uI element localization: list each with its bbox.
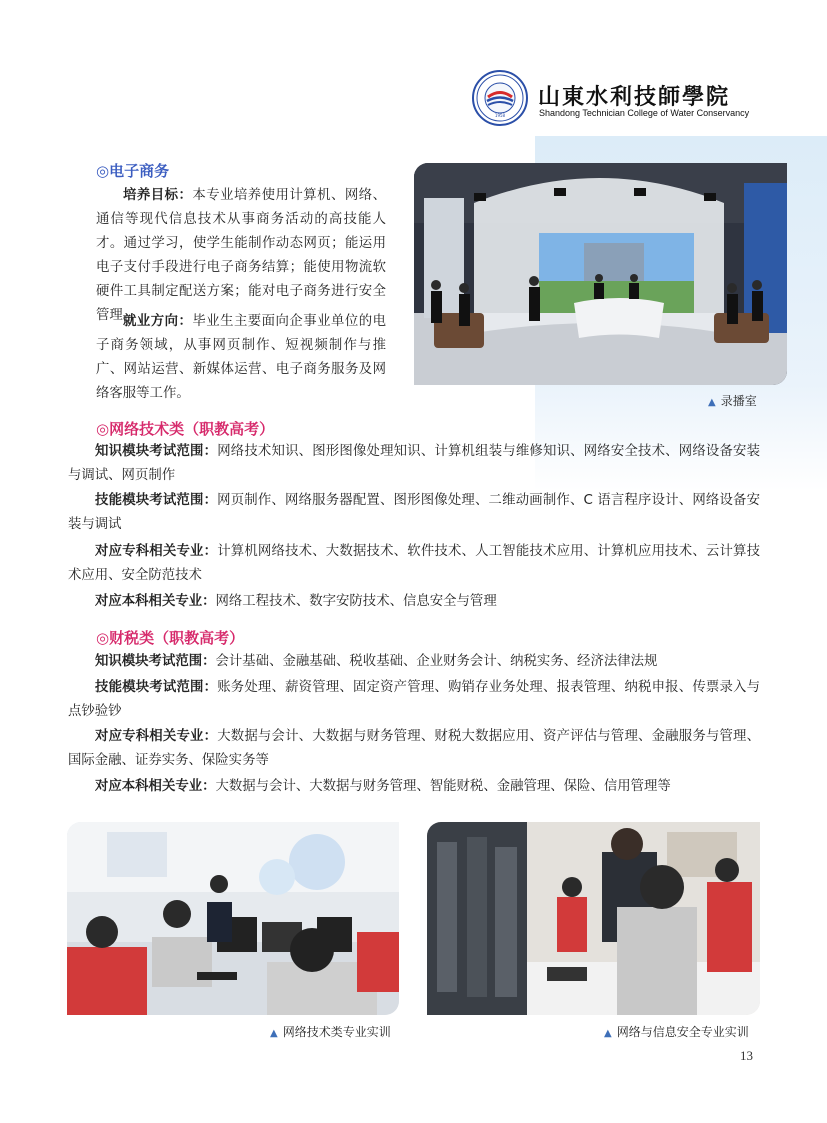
page-number: 13 <box>740 1048 753 1063</box>
finance-college-text: 大数据与会计、大数据与财务管理、财税大数据应用、资产评估与管理、金融服务与管理、国际金融、证券实务、保险实务等 <box>68 729 761 768</box>
network-college-label: 对应专科相关专业： <box>95 544 218 559</box>
finance-college-label: 对应专科相关专业： <box>95 729 218 744</box>
caption-triangle-icon: ▲ <box>604 1028 612 1039</box>
network-skill-paragraph <box>68 489 760 537</box>
network-skill-label: 技能模块考试范围： <box>95 493 218 508</box>
network-knowledge-paragraph <box>68 440 760 488</box>
finance-college-majors-paragraph <box>68 725 760 773</box>
finance-skill-text: 账务处理、薪资管理、固定资产管理、购销存业务处理、报表管理、纳税申报、传票录入与点钞验钞 <box>68 680 761 719</box>
goal-label: 培养目标： <box>123 188 193 203</box>
network-bachelor-text: 网络工程技术、数字安防技术、信息安全与管理 <box>215 594 497 609</box>
recording-studio-photo <box>414 163 787 385</box>
ecommerce-goal-paragraph <box>96 184 386 328</box>
network-bachelor-majors-paragraph <box>68 590 760 614</box>
network-knowledge-text: 网络技术知识、图形图像处理知识、计算机组装与维修知识、网络安全技术、网络设备安装与调试、网页制作 <box>68 444 761 483</box>
network-college-text: 计算机网络技术、大数据技术、软件技术、人工智能技术应用、计算机应用技术、云计算技术应用、安全防范技术 <box>68 544 761 583</box>
goal-text: 本专业培养使用计算机、网络、通信等现代信息技术从事商务活动的高技能人才。通过学习，使学生能制作动态网页；能运用电子支付手段进行电子商务结算；能使用物流软硬件工具制定配送方案；能对电子商务进行安全管理。 <box>96 188 387 323</box>
studio-photo-caption <box>708 392 757 409</box>
employment-text: 毕业生主要面向企事业单位的电子商务领域，从事网页制作、短视频制作与推广、网站运营、新媒体运营、电子商务服务及网络客服等工作。 <box>96 314 387 401</box>
ecommerce-title: ◎电子商务 <box>96 162 170 180</box>
ecommerce-employment-paragraph <box>96 310 386 406</box>
school-name-chinese: 山東水利技師學院 <box>538 84 731 110</box>
finance-skill-label: 技能模块考试范围： <box>95 680 218 695</box>
network-training-photo <box>67 822 399 1015</box>
network-knowledge-label: 知识模块考试范围： <box>95 444 218 459</box>
right-caption-text: 网络与信息安全专业实训 <box>616 1025 749 1039</box>
finance-bachelor-majors-paragraph <box>68 775 760 799</box>
caption-triangle-icon: ▲ <box>708 397 716 408</box>
security-training-photo <box>427 822 760 1015</box>
finance-knowledge-label: 知识模块考试范围： <box>95 654 216 669</box>
school-name-english: Shandong Technician College of Water Conservancy <box>539 108 750 118</box>
studio-caption-text: 录播室 <box>720 394 757 408</box>
left-caption-text: 网络技术类专业实训 <box>282 1025 391 1039</box>
employment-label: 就业方向： <box>123 314 193 329</box>
seal-year: 1958 <box>494 113 506 118</box>
finance-section-title: ◎财税类（职教高考） <box>96 629 245 647</box>
right-photo-caption <box>604 1023 749 1040</box>
left-photo-caption <box>270 1023 391 1040</box>
network-college-majors-paragraph <box>68 540 760 588</box>
finance-bachelor-text: 大数据与会计、大数据与财务管理、智能财税、金融管理、保险、信用管理等 <box>215 779 671 794</box>
finance-bachelor-label: 对应本科相关专业： <box>95 779 216 794</box>
college-seal-logo <box>472 70 528 126</box>
finance-knowledge-paragraph <box>68 650 760 674</box>
finance-skill-paragraph <box>68 676 760 724</box>
network-section-title: ◎网络技术类（职教高考） <box>96 420 275 438</box>
network-skill-text: 网页制作、网络服务器配置、图形图像处理、二维动画制作、C 语言程序设计、网络设备安装与调试 <box>68 493 760 532</box>
caption-triangle-icon: ▲ <box>270 1028 278 1039</box>
network-bachelor-label: 对应本科相关专业： <box>95 594 216 609</box>
finance-knowledge-text: 会计基础、金融基础、税收基础、企业财务会计、纳税实务、经济法律法规 <box>215 654 658 669</box>
